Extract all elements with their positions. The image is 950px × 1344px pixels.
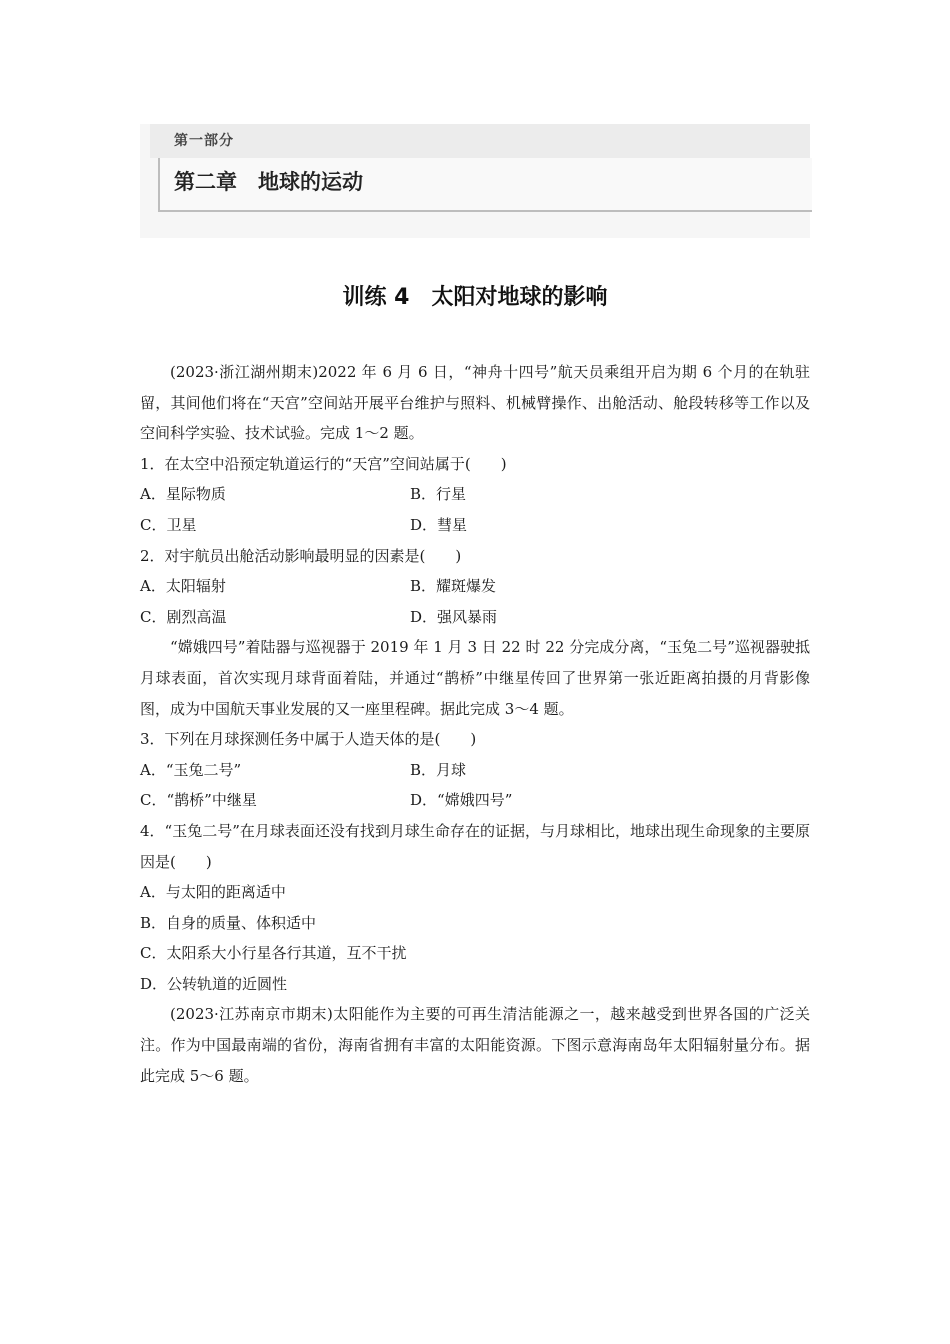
- question-3-options-row-1: [140, 755, 810, 786]
- question-1-stem: 1．在太空中沿预定轨道运行的“天宫”空间站属于( ): [140, 454, 507, 473]
- question-3-option-d: D．“嫦娥四号”: [410, 791, 513, 810]
- exercise-title: 训练 4 太阳对地球的影响: [342, 285, 608, 310]
- question-4-stem: 4．“玉兔二号”在月球表面还没有找到月球生命存在的证据，与月球相比，地球出现生命现象的主要原因是( ): [140, 821, 810, 871]
- question-4-option-c: C．太阳系大小行星各行其道，互不干扰: [140, 944, 407, 963]
- question-3-options-row-2: [140, 785, 810, 816]
- question-2-options-row-2: [140, 602, 810, 633]
- intro-passage-1: (2023·浙江湖州期末)2022 年 6 月 6 日，“神舟十四号”航天员乘组开启为期 6 个月的在轨驻留，其间他们将在“天宫”空间站开展平台维护与照料、机械臂操作、出舱活动、舱段转移等工作以及空间科学实验、技术试验。完成 1～2 题。: [140, 363, 810, 443]
- intro-passage-3: (2023·江苏南京市期末)太阳能作为主要的可再生清洁能源之一，越来越受到世界各国的广泛关注。作为中国最南端的省份，海南省拥有丰富的太阳能资源。下图示意海南岛年太阳辐射量分布。据此完成 5～6 题。: [140, 1005, 810, 1085]
- chapter-title: 第二章 地球的运动: [174, 170, 363, 194]
- question-2-option-d: D．强风暴雨: [410, 607, 498, 626]
- question-2-option-c: C．剧烈高温: [140, 607, 227, 626]
- question-4-option-d: D．公转轨道的近圆性: [140, 974, 288, 993]
- question-1-option-a: A．星际物质: [140, 485, 226, 504]
- question-3-option-c: C．“鹊桥”中继星: [140, 791, 257, 810]
- part-banner: [150, 124, 810, 158]
- question-1-options-row-1: [140, 479, 810, 510]
- question-2-options-row-1: [140, 571, 810, 602]
- intro-passage-2: “嫦娥四号”着陆器与巡视器于 2019 年 1 月 3 日 22 时 22 分完成分离，“玉兔二号”巡视器驶抵月球表面，首次实现月球背面着陆，并通过“鹊桥”中继星传回了世界第一张近距离拍摄的月背影像图，成为中国航天事业发展的又一座里程碑。据此完成 3～4 题。: [140, 638, 810, 718]
- question-4-option-b: B．自身的质量、体积适中: [140, 913, 317, 932]
- question-3-stem: 3．下列在月球探测任务中属于人造天体的是( ): [140, 730, 477, 749]
- part-label: 第一部分: [174, 133, 234, 149]
- question-3-option-b: B．月球: [410, 760, 467, 779]
- question-1-option-d: D．彗星: [410, 515, 468, 534]
- question-2-option-a: A．太阳辐射: [140, 577, 226, 596]
- question-1-option-c: C．卫星: [140, 515, 197, 534]
- question-1-option-b: B．行星: [410, 485, 467, 504]
- exercise-content: [140, 357, 810, 1091]
- question-2-stem: 2．对宇航员出舱活动影响最明显的因素是( ): [140, 546, 462, 565]
- question-2-option-b: B．耀斑爆发: [410, 577, 497, 596]
- question-1-options-row-2: [140, 510, 810, 541]
- question-4-option-a: A．与太阳的距离适中: [140, 883, 286, 902]
- question-3-option-a: A．“玉兔二号”: [140, 760, 242, 779]
